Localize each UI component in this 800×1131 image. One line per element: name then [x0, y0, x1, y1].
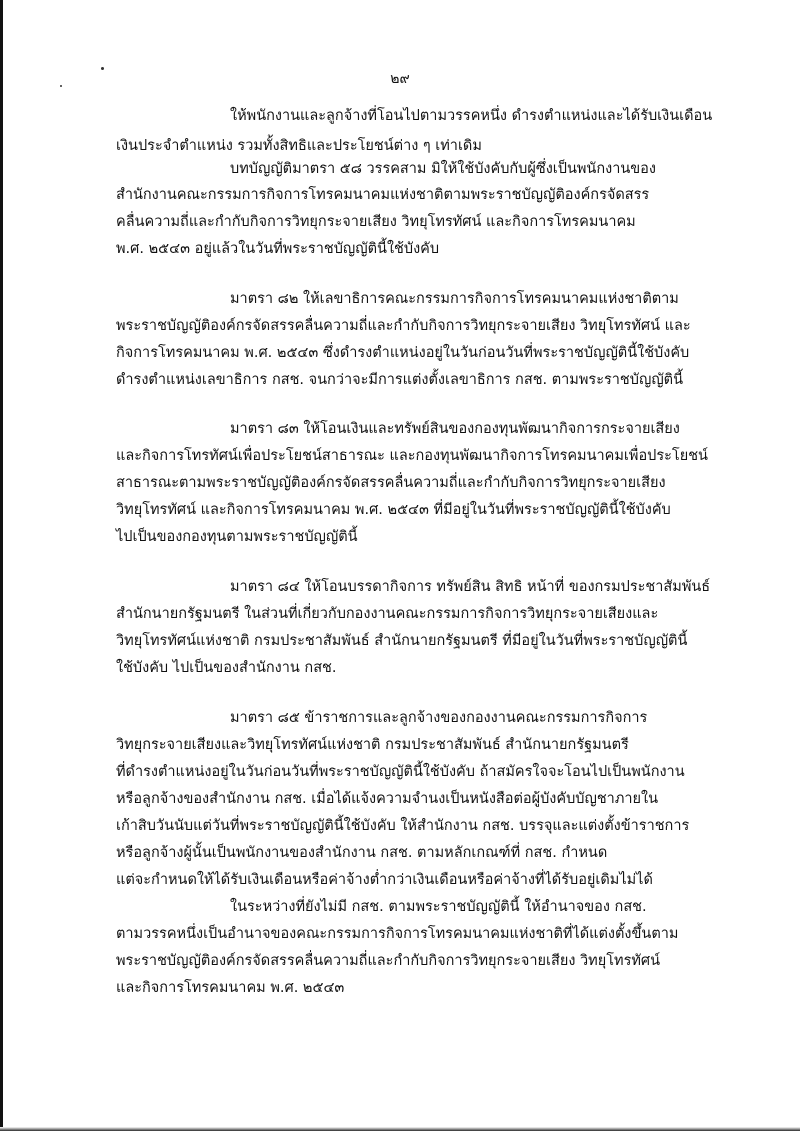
text-line: วิทยุกระจายเสียงและวิทยุโทรทัศน์แห่งชาติ กรมประชาสัมพันธ์ สำนักนายกรัฐมนตรี — [116, 737, 629, 753]
text-line: วิทยุโทรทัศน์ และกิจการโทรคมนาคม พ.ศ. ๒๕๔๓ ที่มีอยู่ในวันที่พระราชบัญญัตินี้ใช้บังคับ — [116, 502, 671, 518]
section-82-heading: มาตรา ๘๒ ให้เลขาธิการคณะกรรมการกิจการโทรคมนาคมแห่งชาติตาม — [230, 291, 679, 307]
text-line: ให้พนักงานและลูกจ้างที่โอนไปตามวรรคหนึ่ง ดำรงตำแหน่งและได้รับเงินเดือน — [230, 108, 713, 124]
text-line: กิจการโทรคมนาคม พ.ศ. ๒๕๔๓ ซึ่งดำรงตำแหน่งอยู่ในวันก่อนวันที่พระราชบัญญัตินี้ใช้บังคับ — [116, 345, 690, 361]
text-line: บทบัญญัติมาตรา ๕๘ วรรคสาม มิให้ใช้บังคับกับผู้ซึ่งเป็นพนักงานของ — [230, 161, 656, 177]
text-line: สาธารณะตามพระราชบัญญัติองค์กรจัดสรรคลื่นความถี่และกำกับกิจการวิทยุกระจายเสียง — [116, 475, 666, 491]
text-line: เก้าสิบวันนับแต่วันที่พระราชบัญญัตินี้ใช้บังคับ ให้สำนักงาน กสช. บรรจุและแต่งตั้งข้าราชการ — [116, 818, 690, 834]
text-line: แต่จะกำหนดให้ได้รับเงินเดือนหรือค่าจ้างต่ำกว่าเงินเดือนหรือค่าจ้างที่ได้รับอยู่เดิมไม่ได้ — [116, 872, 653, 888]
scan-bottom-edge — [0, 1127, 800, 1131]
page-number: ๒๙ — [390, 71, 410, 87]
text-line: และกิจการโทรคมนาคม พ.ศ. ๒๕๔๓ — [116, 980, 345, 996]
scan-left-edge — [0, 0, 3, 1131]
text-line: เงินประจำตำแหน่ง รวมทั้งสิทธิและประโยชน์ต่าง ๆ เท่าเดิม — [116, 138, 482, 154]
text-line: ใช้บังคับ ไปเป็นของสำนักงาน กสช. — [116, 660, 337, 676]
section-85-heading: มาตรา ๘๕ ข้าราชการและลูกจ้างของกองงานคณะกรรมการกิจการ — [230, 710, 648, 726]
text-line: พระราชบัญญัติองค์กรจัดสรรคลื่นความถี่และกำกับกิจการวิทยุกระจายเสียง วิทยุโทรทัศน์ และ — [116, 318, 691, 334]
text-line: พระราชบัญญัติองค์กรจัดสรรคลื่นความถี่และกำกับกิจการวิทยุกระจายเสียง วิทยุโทรทัศน์ — [116, 953, 661, 969]
text-line: หรือลูกจ้างผู้นั้นเป็นพนักงานของสำนักงาน กสช. ตามหลักเกณฑ์ที่ กสช. กำหนด — [116, 845, 608, 861]
text-line: ในระหว่างที่ยังไม่มี กสช. ตามพระราชบัญญัตินี้ ให้อำนาจของ กสช. — [230, 899, 647, 915]
text-line: ดำรงตำแหน่งเลขาธิการ กสช. จนกว่าจะมีการแต่งตั้งเลขาธิการ กสช. ตามพระราชบัญญัตินี้ — [116, 372, 684, 388]
text-line: สำนักงานคณะกรรมการกิจการโทรคมนาคมแห่งชาติตามพระราชบัญญัติองค์กรจัดสรร — [116, 187, 650, 203]
section-83-heading: มาตรา ๘๓ ให้โอนเงินและทรัพย์สินของกองทุนพัฒนากิจการกระจายเสียง — [230, 421, 680, 437]
text-line: ตามวรรคหนึ่งเป็นอำนาจของคณะกรรมการกิจการโทรคมนาคมแห่งชาติที่ได้แต่งตั้งขึ้นตาม — [116, 926, 679, 942]
text-line: ไปเป็นของกองทุนตามพระราชบัญญัตินี้ — [116, 529, 358, 545]
text-line: หรือลูกจ้างของสำนักงาน กสช. เมื่อได้แจ้งความจำนงเป็นหนังสือต่อผู้บังคับบัญชาภายใน — [116, 791, 659, 807]
text-line: วิทยุโทรทัศน์แห่งชาติ กรมประชาสัมพันธ์ สำนักนายกรัฐมนตรี ที่มีอยู่ในวันที่พระราชบัญญัตินี้ — [116, 633, 688, 649]
text-line: และกิจการโทรทัศน์เพื่อประโยชน์สาธารณะ และกองทุนพัฒนากิจการโทรคมนาคมเพื่อประโยชน์ — [116, 448, 708, 464]
text-line: พ.ศ. ๒๕๔๓ อยู่แล้วในวันที่พระราชบัญญัตินี้ใช้บังคับ — [116, 241, 440, 257]
text-line: สำนักนายกรัฐมนตรี ในส่วนที่เกี่ยวกับกองงานคณะกรรมการกิจการวิทยุกระจายเสียงและ — [116, 606, 659, 622]
section-84-heading: มาตรา ๘๔ ให้โอนบรรดากิจการ ทรัพย์สิน สิทธิ หน้าที่ ของกรมประชาสัมพันธ์ — [230, 579, 711, 595]
text-line: คลื่นความถี่และกำกับกิจการวิทยุกระจายเสียง วิทยุโทรทัศน์ และกิจการโทรคมนาคม — [116, 214, 636, 230]
text-line: ที่ดำรงตำแหน่งอยู่ในวันก่อนวันที่พระราชบัญญัตินี้ใช้บังคับ ถ้าสมัครใจจะโอนไปเป็นพนักงาน — [116, 764, 685, 780]
